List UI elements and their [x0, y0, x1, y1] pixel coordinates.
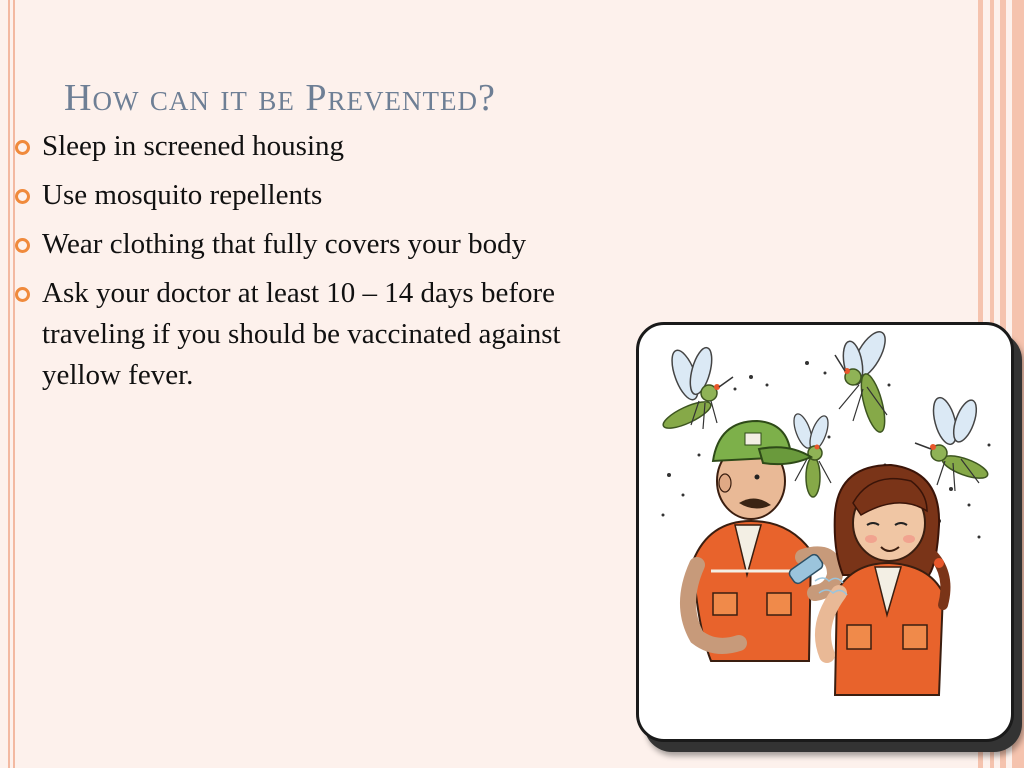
bullet-ring-icon [15, 287, 30, 302]
bullet-item [14, 273, 634, 396]
bullet-item [14, 224, 634, 265]
bullet-ring-icon [15, 189, 30, 204]
left-border-line [8, 0, 10, 768]
bullet-item [14, 126, 634, 167]
mosquito-repellent-illustration [639, 325, 1011, 739]
slide-title: How can it be Prevented? [64, 77, 496, 119]
bullet-text: Wear clothing that fully covers your body [42, 228, 527, 260]
mosquito [835, 327, 892, 434]
bullet-text: Ask your doctor at least 10 – 14 days before traveling if you should be vaccinated against yellow fever. [42, 277, 561, 391]
bullet-ring-icon [15, 140, 30, 155]
mosquito [915, 395, 990, 491]
bullet-text: Sleep in screened housing [42, 130, 345, 162]
bullet-list [14, 126, 634, 404]
bullet-text: Use mosquito repellents [42, 179, 323, 211]
bullet-item [14, 175, 634, 216]
mosquito [660, 345, 733, 433]
illustration-frame [636, 322, 1014, 742]
bullet-ring-icon [15, 238, 30, 253]
